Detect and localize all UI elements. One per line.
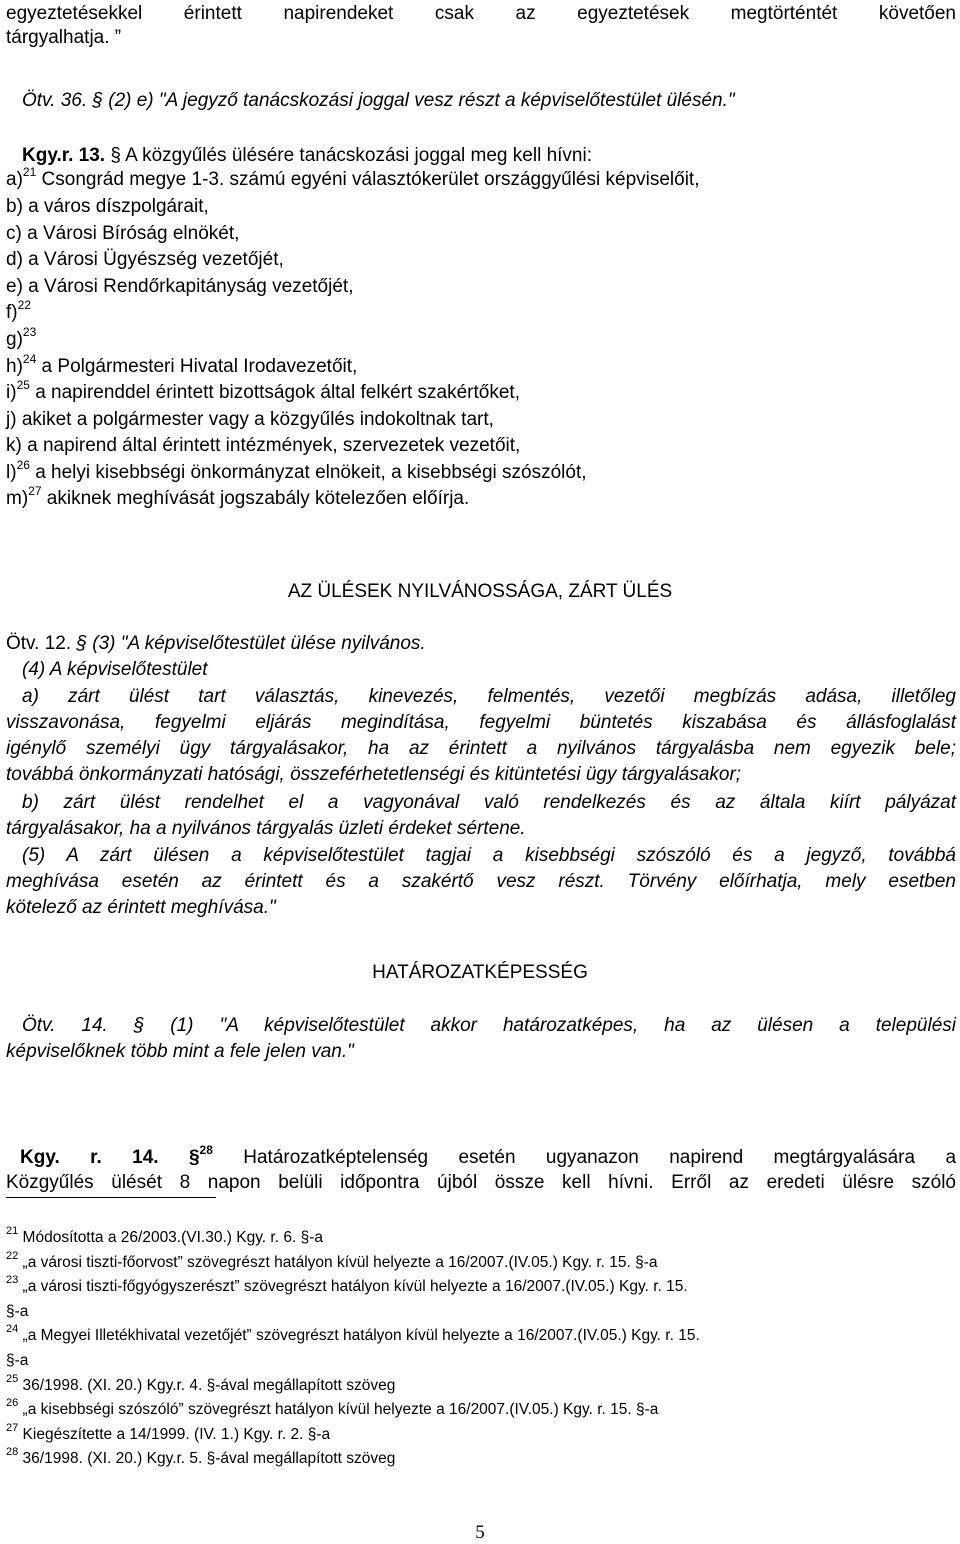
para-5-line-1: (5) A zárt ülésen a képviselőtestület tagjai a kisebbségi szószóló és a jegyző, továbbá	[22, 845, 956, 866]
footnote-number: 23	[6, 1273, 19, 1286]
list-item-label: e) a Városi Rendőrkapitányság vezetőjét,	[6, 276, 354, 297]
footnote	[6, 1302, 956, 1322]
intro-line-2: tárgyalhatja. ”	[6, 27, 122, 48]
list-item-text: a Polgármesteri Hivatal Irodavezetőit,	[36, 356, 358, 377]
para-a-line-4: továbbá önkormányzati hatósági, összeférhetetlenségi és kitüntetési ügy tárgyalásakor;	[6, 764, 742, 785]
footnote-ref: 21	[22, 164, 37, 179]
list-item-label: d) a Városi Ügyészség vezetőjét,	[6, 249, 284, 270]
footnote-ref: 25	[16, 377, 30, 392]
footnote	[6, 1351, 956, 1371]
footnote-text: „a városi tiszti-főorvost” szövegrészt hatályon kívül helyezte a 16/2007.(IV.05.) Kgy. r. 15. §-a	[18, 1254, 658, 1271]
footnote-text: 36/1998. (XI. 20.) Kgy.r. 4. §-ával megállapított szöveg	[18, 1377, 396, 1394]
list-item-label: m)	[6, 488, 29, 509]
otv-12-text: § (3) "A képviselőtestület ülése nyilvános.	[76, 633, 426, 654]
otv-12-4-intro: (4) A képviselőtestület	[22, 659, 208, 680]
list-item	[6, 324, 956, 352]
footnote	[6, 1249, 956, 1273]
kgy-14-line-1	[20, 1142, 957, 1170]
page-number: 5	[475, 1522, 485, 1543]
footnote-text: Módosította a 26/2003.(VI.30.) Kgy. r. 6. §-a	[18, 1229, 323, 1246]
footnote-number: 24	[6, 1322, 19, 1335]
list-item-text: a helyi kisebbségi önkormányzat elnökeit, a kisebbségi szószólót,	[29, 462, 587, 483]
footnote-ref: 24	[22, 351, 37, 366]
para-5-line-3: kötelező az érintett meghívása."	[6, 897, 276, 918]
kgy-13-number: Kgy.r. 13.	[22, 145, 106, 166]
list-item-text: Csongrád megye 1-3. számú egyéni választókerület országgyűlési képviselőit,	[36, 169, 700, 190]
otv-14-line-2: képviselőknek több mint a fele jelen van."	[6, 1041, 354, 1062]
otv-14-line-1: Ötv. 14. § (1) "A képviselőtestület akkor határozatképes, ha az ülésen a települési	[22, 1015, 956, 1036]
kgy-14-text-1: Határozatképtelenség esetén ugyanazon napirend megtárgyalására a	[212, 1147, 957, 1168]
footnote-text: §-a	[6, 1303, 29, 1320]
footnote	[6, 1396, 956, 1420]
list-item-label: f)	[6, 302, 18, 323]
list-item	[6, 457, 956, 485]
para-a-line-2: visszavonása, fegyelmi eljárás megindítása, fegyelmi büntetés kiszabása és állásfoglalást	[6, 712, 956, 733]
footnote-text: „a Megyei Illetékhivatal vezetőjét” szövegrészt hatályon kívül helyezte a 16/2007.(IV.05.) Kgy. r. 15.	[18, 1327, 700, 1344]
footnote-number: 26	[6, 1396, 19, 1409]
footnote-ref: 27	[28, 483, 42, 498]
kgy-14-footnote-ref: 28	[199, 1142, 213, 1157]
footnote	[6, 1322, 956, 1346]
otv-12-number: Ötv. 12.	[6, 633, 77, 654]
otv-36-paragraph: Ötv. 36. § (2) e) "A jegyző tanácskozási joggal vesz részt a képviselőtestület ülésén."	[22, 90, 735, 111]
footnote-ref: 22	[17, 297, 31, 312]
footnote-ref: 23	[22, 324, 37, 339]
footnote-number: 27	[6, 1421, 19, 1434]
footnote-number: 25	[6, 1372, 19, 1385]
footnote	[6, 1372, 956, 1396]
list-item	[6, 164, 956, 192]
list-item-label: k) a napirend által érintett intézmények, szervezetek vezetőit,	[6, 435, 521, 456]
list-item	[6, 351, 956, 379]
list-item	[6, 434, 956, 458]
kgy-14-section-sign: §	[188, 1147, 200, 1168]
footnote-number: 28	[6, 1445, 19, 1458]
list-item	[6, 483, 956, 511]
footnote-ref: 26	[16, 457, 30, 472]
list-item-label: j) akiket a polgármester vagy a közgyűlés indokoltnak tart,	[6, 409, 494, 430]
kgy-13-heading	[22, 144, 960, 168]
para-b-line-1: b) zárt ülést rendelhet el a vagyonával való rendelkezés és az általa kiírt pályázat	[22, 792, 956, 813]
footnote-number: 22	[6, 1249, 19, 1262]
list-item-label: h)	[6, 356, 23, 377]
list-item	[6, 377, 956, 405]
list-item	[6, 195, 956, 219]
kgy-14-number: Kgy. r. 14.	[20, 1147, 159, 1168]
para-a-line-3: igénylő személyi ügy tárgyalásakor, ha az érintett a nyilvános tárgyalásba nem egyezik bele;	[6, 738, 956, 759]
footnote	[6, 1273, 956, 1297]
list-item	[6, 222, 956, 246]
list-item	[6, 248, 956, 272]
list-item	[6, 297, 956, 325]
list-item-label: a)	[6, 169, 23, 190]
para-a-line-1: a) zárt ülést tart választás, kinevezés, felmentés, vezetői megbízás adása, illetőleg	[22, 686, 956, 707]
footnote-text: „a kisebbségi szószóló” szövegrészt hatályon kívül helyezte a 16/2007.(IV.05.) Kgy. r. 15. §-a	[18, 1401, 659, 1418]
para-b-line-2: tárgyalásakor, ha a nyilvános tárgyalás üzleti érdeket sértene.	[6, 818, 526, 839]
kgy-13-text: § A közgyűlés ülésére tanácskozási joggal meg kell hívni:	[105, 145, 592, 166]
footnote-number: 21	[6, 1224, 19, 1237]
footnote-separator	[6, 1197, 216, 1198]
list-item-label: g)	[6, 329, 23, 350]
footnote-text: §-a	[6, 1352, 29, 1369]
list-item	[6, 275, 956, 299]
list-item	[6, 408, 956, 432]
otv-12-line	[6, 632, 956, 656]
footnote-text: 36/1998. (XI. 20.) Kgy.r. 5. §-ával megállapított szöveg	[18, 1450, 396, 1467]
footnote-text: „a városi tiszti-főgyógyszerészt” szövegrészt hatályon kívül helyezte a 16/2007.(IV.05.) Kgy. r. 15.	[18, 1278, 688, 1295]
para-5-line-2: meghívása esetén az érintett és a szakértő vesz részt. Törvény előírhatja, mely esetben	[6, 871, 956, 892]
section-heading-public: AZ ÜLÉSEK NYILVÁNOSSÁGA, ZÁRT ÜLÉS	[287, 581, 673, 602]
section-heading-quorum: HATÁROZATKÉPESSÉG	[372, 962, 588, 983]
footnote-text: Kiegészítette a 14/1999. (IV. 1.) Kgy. r. 2. §-a	[18, 1426, 331, 1443]
list-item-text: akiknek meghívását jogszabály kötelezően előírja.	[41, 488, 470, 509]
kgy-14-line-2: Közgyűlés ülését 8 napon belüli időpontra újból össze kell hívni. Erről az eredeti ülésre szóló	[6, 1172, 956, 1193]
list-item-label: l)	[6, 462, 17, 483]
intro-line-1: egyeztetésekkel érintett napirendeket csak az egyeztetések megtörténtét követően	[6, 3, 956, 24]
list-item-label: i)	[6, 382, 17, 403]
list-item-text: a napirenddel érintett bizottságok által felkért szakértőket,	[29, 382, 520, 403]
list-item-label: b) a város díszpolgárait,	[6, 196, 209, 217]
footnote	[6, 1445, 956, 1469]
footnote	[6, 1224, 956, 1248]
footnote	[6, 1421, 956, 1445]
list-item-label: c) a Városi Bíróság elnökét,	[6, 223, 240, 244]
